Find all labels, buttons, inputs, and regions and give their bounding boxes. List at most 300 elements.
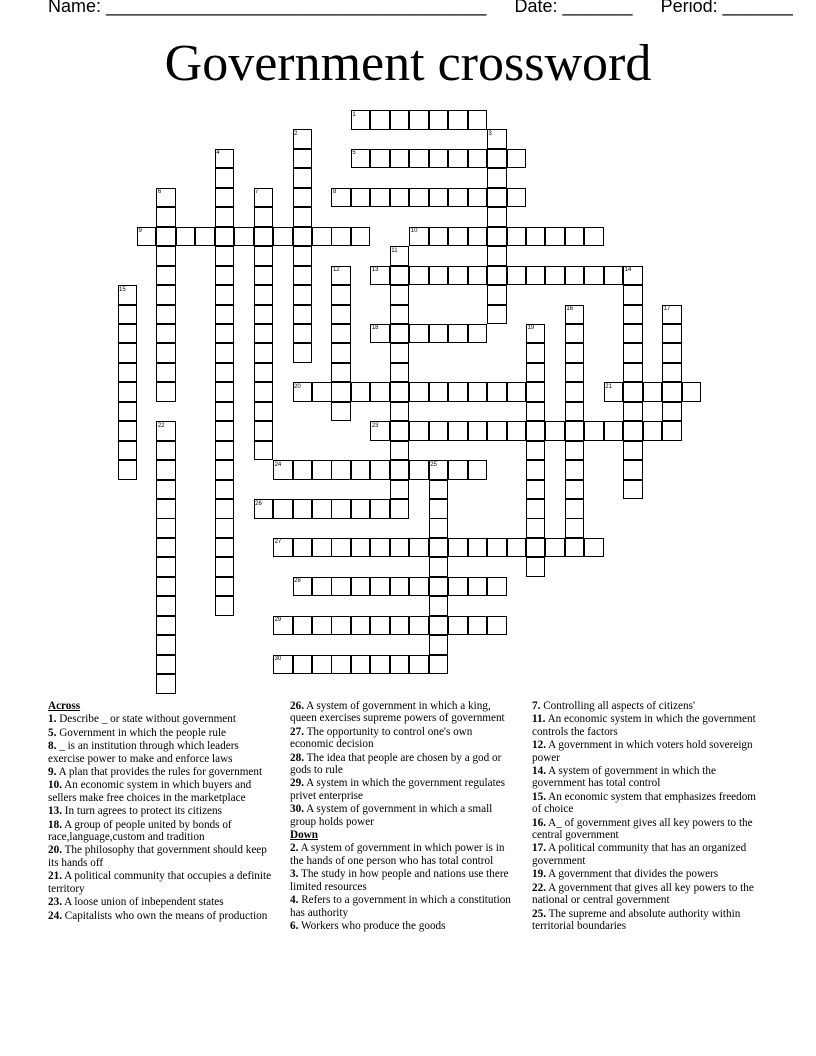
grid-cell[interactable] [351,460,371,480]
down-clue: 7. Controlling all aspects of citizens' [532,700,695,712]
grid-cell[interactable] [118,382,138,402]
grid-cell[interactable] [623,421,643,441]
grid-cell[interactable] [409,110,429,130]
grid-cell[interactable] [351,188,371,208]
grid-cell[interactable] [409,149,429,169]
grid-cell[interactable] [682,382,702,402]
grid-cell[interactable] [215,421,235,441]
grid-cell[interactable] [312,460,332,480]
grid-cell[interactable] [215,499,235,519]
grid-cell[interactable] [351,227,371,247]
grid-cell[interactable] [623,460,643,480]
grid-cell[interactable] [390,363,410,383]
grid-cell[interactable] [331,305,351,325]
grid-cell[interactable] [429,421,449,441]
grid-cell[interactable] [429,538,449,558]
grid-cell[interactable] [507,266,527,286]
grid-cell[interactable] [565,363,585,383]
grid-cell[interactable] [468,227,488,247]
grid-cell[interactable] [156,655,176,675]
grid-cell[interactable] [623,305,643,325]
grid-cell[interactable] [487,421,507,441]
grid-cell[interactable] [390,266,410,286]
grid-cell[interactable] [468,460,488,480]
grid-cell[interactable] [584,227,604,247]
grid-cell[interactable] [623,363,643,383]
grid-cell[interactable] [468,149,488,169]
grid-cell[interactable] [448,266,468,286]
grid-cell[interactable] [312,655,332,675]
grid-cell[interactable] [584,421,604,441]
grid-cell[interactable] [254,382,274,402]
grid-cell[interactable] [118,402,138,422]
grid-cell[interactable] [623,480,643,500]
grid-cell[interactable] [293,499,313,519]
grid-cell[interactable] [390,285,410,305]
grid-cell[interactable] [545,227,565,247]
grid-cell[interactable] [234,227,254,247]
grid-cell[interactable] [370,382,390,402]
grid-cell[interactable] [448,421,468,441]
grid-cell[interactable] [293,246,313,266]
clue-number: 25 [430,461,437,468]
grid-cell[interactable] [429,596,449,616]
grid-cell[interactable] [468,110,488,130]
grid-cell[interactable] [409,266,429,286]
grid-cell[interactable] [448,149,468,169]
grid-cell[interactable] [254,343,274,363]
grid-cell[interactable] [331,382,351,402]
grid-cell[interactable] [409,324,429,344]
grid-cell[interactable] [390,460,410,480]
grid-cell[interactable] [156,441,176,461]
grid-cell[interactable] [448,188,468,208]
grid-cell[interactable] [526,557,546,577]
grid-cell[interactable] [351,577,371,597]
grid-cell[interactable] [254,246,274,266]
grid-cell[interactable] [487,616,507,636]
grid-cell[interactable] [390,343,410,363]
grid-cell[interactable] [429,557,449,577]
date-field-label[interactable]: Date: _______ [514,0,633,16]
grid-cell[interactable] [390,188,410,208]
grid-cell[interactable] [390,305,410,325]
grid-cell[interactable] [429,480,449,500]
grid-cell[interactable] [254,285,274,305]
grid-cell[interactable] [526,402,546,422]
grid-cell[interactable] [390,402,410,422]
grid-cell[interactable] [312,227,332,247]
grid-cell[interactable] [351,382,371,402]
grid-cell[interactable] [215,266,235,286]
grid-cell[interactable] [545,266,565,286]
grid-cell[interactable] [409,421,429,441]
grid-cell[interactable] [156,382,176,402]
grid-cell[interactable] [565,402,585,422]
grid-cell[interactable] [623,402,643,422]
grid-cell[interactable] [507,538,527,558]
grid-cell[interactable] [156,460,176,480]
grid-cell[interactable] [409,382,429,402]
grid-cell[interactable] [623,324,643,344]
grid-cell[interactable] [215,285,235,305]
grid-cell[interactable] [254,305,274,325]
grid-cell[interactable] [215,596,235,616]
grid-cell[interactable] [565,499,585,519]
grid-cell[interactable] [215,363,235,383]
grid-cell[interactable] [156,324,176,344]
grid-cell[interactable] [273,499,293,519]
grid-cell[interactable] [254,207,274,227]
grid-cell[interactable] [370,499,390,519]
grid-cell[interactable] [156,305,176,325]
grid-cell[interactable] [215,480,235,500]
grid-cell[interactable] [156,480,176,500]
grid-cell[interactable] [409,655,429,675]
grid-cell[interactable] [331,538,351,558]
grid-cell[interactable] [331,577,351,597]
grid-cell[interactable] [215,227,235,247]
grid-cell[interactable] [429,577,449,597]
grid-cell[interactable] [468,382,488,402]
grid-cell[interactable] [118,324,138,344]
grid-cell[interactable] [487,285,507,305]
across-clue: 10. An economic system in which buyers and sellers make free choices in the marketplace [48,779,252,804]
grid-cell[interactable] [545,421,565,441]
grid-cell[interactable] [468,324,488,344]
grid-cell[interactable] [331,285,351,305]
grid-cell[interactable] [448,110,468,130]
grid-cell[interactable] [118,343,138,363]
grid-cell[interactable] [468,421,488,441]
grid-cell[interactable] [156,674,176,694]
grid-cell[interactable] [623,285,643,305]
grid-cell[interactable] [487,538,507,558]
grid-cell[interactable] [584,538,604,558]
grid-cell[interactable] [293,207,313,227]
across-clue: 9. A plan that provides the rules for government [48,766,263,779]
grid-cell[interactable] [526,227,546,247]
grid-cell[interactable] [565,518,585,538]
grid-cell[interactable] [604,421,624,441]
grid-cell[interactable] [156,266,176,286]
grid-cell[interactable] [662,402,682,422]
grid-cell[interactable] [526,499,546,519]
grid-cell[interactable] [526,266,546,286]
grid-cell[interactable] [293,188,313,208]
grid-cell[interactable] [254,421,274,441]
grid-cell[interactable] [156,635,176,655]
grid-cell[interactable] [390,616,410,636]
grid-cell[interactable] [507,149,527,169]
grid-cell[interactable] [215,246,235,266]
grid-cell[interactable] [293,324,313,344]
grid-cell[interactable] [351,655,371,675]
grid-cell[interactable] [662,363,682,383]
grid-cell[interactable] [370,149,390,169]
grid-cell[interactable] [254,324,274,344]
grid-cell[interactable] [526,343,546,363]
grid-cell[interactable] [156,363,176,383]
grid-cell[interactable] [118,460,138,480]
across-clue: 21. A political community that occupies a definite territory [48,870,272,895]
grid-cell[interactable] [370,616,390,636]
grid-cell[interactable] [156,577,176,597]
grid-cell[interactable] [215,577,235,597]
grid-cell[interactable] [565,266,585,286]
grid-cell[interactable] [468,266,488,286]
grid-cell[interactable] [604,266,624,286]
grid-cell[interactable] [331,343,351,363]
grid-cell[interactable] [662,382,682,402]
grid-cell[interactable] [156,557,176,577]
grid-cell[interactable] [215,557,235,577]
grid-cell[interactable] [312,499,332,519]
grid-cell[interactable] [293,616,313,636]
grid-cell[interactable] [643,382,663,402]
grid-cell[interactable] [156,246,176,266]
grid-cell[interactable] [448,227,468,247]
grid-cell[interactable] [156,499,176,519]
grid-cell[interactable] [565,227,585,247]
grid-cell[interactable] [507,188,527,208]
grid-cell[interactable] [215,207,235,227]
name-field-label[interactable]: Name: ______________________________________ [48,0,487,16]
grid-cell[interactable] [118,363,138,383]
grid-cell[interactable] [331,460,351,480]
grid-cell[interactable] [331,227,351,247]
grid-cell[interactable] [390,149,410,169]
grid-cell[interactable] [429,227,449,247]
grid-cell[interactable] [526,363,546,383]
grid-cell[interactable] [118,305,138,325]
grid-cell[interactable] [487,246,507,266]
clues-column-2 [290,700,515,933]
grid-cell[interactable] [429,110,449,130]
grid-cell[interactable] [565,538,585,558]
grid-cell[interactable] [429,188,449,208]
grid-cell[interactable] [565,480,585,500]
grid-cell[interactable] [526,480,546,500]
clue-number: 14 [624,267,632,274]
grid-cell[interactable] [565,324,585,344]
grid-cell[interactable] [254,441,274,461]
grid-cell[interactable] [390,382,410,402]
grid-cell[interactable] [390,538,410,558]
grid-cell[interactable] [487,577,507,597]
grid-cell[interactable] [215,441,235,461]
grid-cell[interactable] [487,149,507,169]
grid-cell[interactable] [448,324,468,344]
grid-cell[interactable] [254,227,274,247]
grid-cell[interactable] [331,363,351,383]
grid-cell[interactable] [215,402,235,422]
grid-cell[interactable] [429,635,449,655]
grid-cell[interactable] [293,227,313,247]
grid-cell[interactable] [409,188,429,208]
grid-cell[interactable] [468,616,488,636]
grid-cell[interactable] [526,538,546,558]
grid-cell[interactable] [215,460,235,480]
grid-cell[interactable] [215,188,235,208]
grid-cell[interactable] [215,538,235,558]
grid-cell[interactable] [176,227,196,247]
grid-cell[interactable] [468,188,488,208]
grid-cell[interactable] [273,227,293,247]
grid-cell[interactable] [215,324,235,344]
grid-cell[interactable] [448,460,468,480]
grid-cell[interactable] [487,382,507,402]
grid-cell[interactable] [215,382,235,402]
grid-cell[interactable] [507,382,527,402]
grid-cell[interactable] [429,149,449,169]
grid-cell[interactable] [254,402,274,422]
grid-cell[interactable] [156,616,176,636]
grid-cell[interactable] [643,421,663,441]
grid-cell[interactable] [487,266,507,286]
grid-cell[interactable] [429,499,449,519]
grid-cell[interactable] [584,266,604,286]
grid-cell[interactable] [526,460,546,480]
grid-cell[interactable] [312,382,332,402]
grid-cell[interactable] [487,227,507,247]
grid-cell[interactable] [507,227,527,247]
grid-cell[interactable] [565,460,585,480]
grid-cell[interactable] [623,343,643,363]
grid-cell[interactable] [487,188,507,208]
grid-cell[interactable] [662,324,682,344]
grid-cell[interactable] [565,441,585,461]
grid-cell[interactable] [351,538,371,558]
across-clue: 5. Government in which the people rule [48,726,227,739]
grid-cell[interactable] [390,499,410,519]
grid-cell[interactable] [293,168,313,188]
grid-cell[interactable] [545,538,565,558]
grid-cell[interactable] [156,343,176,363]
grid-cell[interactable] [409,577,429,597]
clue-number: 20 [294,383,301,390]
grid-cell[interactable] [565,343,585,363]
grid-cell[interactable] [293,266,313,286]
grid-cell[interactable] [293,149,313,169]
grid-cell[interactable] [623,441,643,461]
across-clue: 8. _ is an institution through which leaders exercise power to make and enforce laws [48,740,239,765]
grid-cell[interactable] [507,421,527,441]
across-clue: 27. The opportunity to control one's own economic decision [290,725,473,751]
grid-cell[interactable] [390,441,410,461]
grid-cell[interactable] [118,441,138,461]
grid-cell[interactable] [487,168,507,188]
grid-cell[interactable] [293,655,313,675]
grid-cell[interactable] [351,616,371,636]
grid-cell[interactable] [429,324,449,344]
grid-cell[interactable] [565,382,585,402]
grid-cell[interactable] [390,421,410,441]
grid-cell[interactable] [526,518,546,538]
grid-cell[interactable] [390,577,410,597]
grid-cell[interactable] [662,421,682,441]
grid-cell[interactable] [390,110,410,130]
grid-cell[interactable] [215,305,235,325]
grid-cell[interactable] [448,616,468,636]
grid-cell[interactable] [215,343,235,363]
grid-cell[interactable] [409,538,429,558]
grid-cell[interactable] [254,266,274,286]
grid-cell[interactable] [468,538,488,558]
grid-cell[interactable] [293,460,313,480]
grid-cell[interactable] [156,518,176,538]
grid-cell[interactable] [312,538,332,558]
grid-cell[interactable] [254,363,274,383]
down-clue: 3. The study in how people and nations use there limited resources [290,868,509,893]
grid-cell[interactable] [293,305,313,325]
grid-cell[interactable] [118,421,138,441]
grid-cell[interactable] [331,402,351,422]
grid-cell[interactable] [448,538,468,558]
grid-cell[interactable] [156,227,176,247]
grid-cell[interactable] [448,577,468,597]
across-clue: 20. The philosophy that government should keep its hands off [48,844,267,869]
grid-cell[interactable] [215,518,235,538]
clues-column-3 [532,700,757,933]
grid-cell[interactable] [156,596,176,616]
grid-cell[interactable] [351,499,371,519]
grid-cell[interactable] [195,227,215,247]
grid-cell[interactable] [623,382,643,402]
grid-cell[interactable] [526,382,546,402]
grid-cell[interactable] [390,480,410,500]
grid-cell[interactable] [312,616,332,636]
grid-cell[interactable] [331,324,351,344]
grid-cell[interactable] [370,538,390,558]
grid-cell[interactable] [662,343,682,363]
grid-cell[interactable] [429,616,449,636]
grid-cell[interactable] [331,616,351,636]
grid-cell[interactable] [293,538,313,558]
grid-cell[interactable] [448,382,468,402]
grid-cell[interactable] [409,460,429,480]
grid-cell[interactable] [429,518,449,538]
grid-cell[interactable] [156,207,176,227]
grid-cell[interactable] [526,421,546,441]
grid-cell[interactable] [312,577,332,597]
grid-cell[interactable] [526,441,546,461]
grid-cell[interactable] [156,538,176,558]
grid-cell[interactable] [370,110,390,130]
grid-cell[interactable] [390,655,410,675]
grid-cell[interactable] [370,188,390,208]
grid-cell[interactable] [487,305,507,325]
grid-cell[interactable] [429,266,449,286]
period-field-label[interactable]: Period: _______ [660,0,793,16]
grid-cell[interactable] [468,577,488,597]
grid-cell[interactable] [370,577,390,597]
grid-cell[interactable] [156,285,176,305]
grid-cell[interactable] [409,616,429,636]
grid-cell[interactable] [565,421,585,441]
grid-cell[interactable] [370,655,390,675]
grid-cell[interactable] [293,285,313,305]
grid-cell[interactable] [390,324,410,344]
grid-cell[interactable] [215,168,235,188]
grid-cell[interactable] [429,655,449,675]
grid-cell[interactable] [429,382,449,402]
grid-cell[interactable] [370,460,390,480]
grid-cell[interactable] [487,207,507,227]
grid-cell[interactable] [331,499,351,519]
grid-cell[interactable] [331,655,351,675]
grid-cell[interactable] [293,343,313,363]
